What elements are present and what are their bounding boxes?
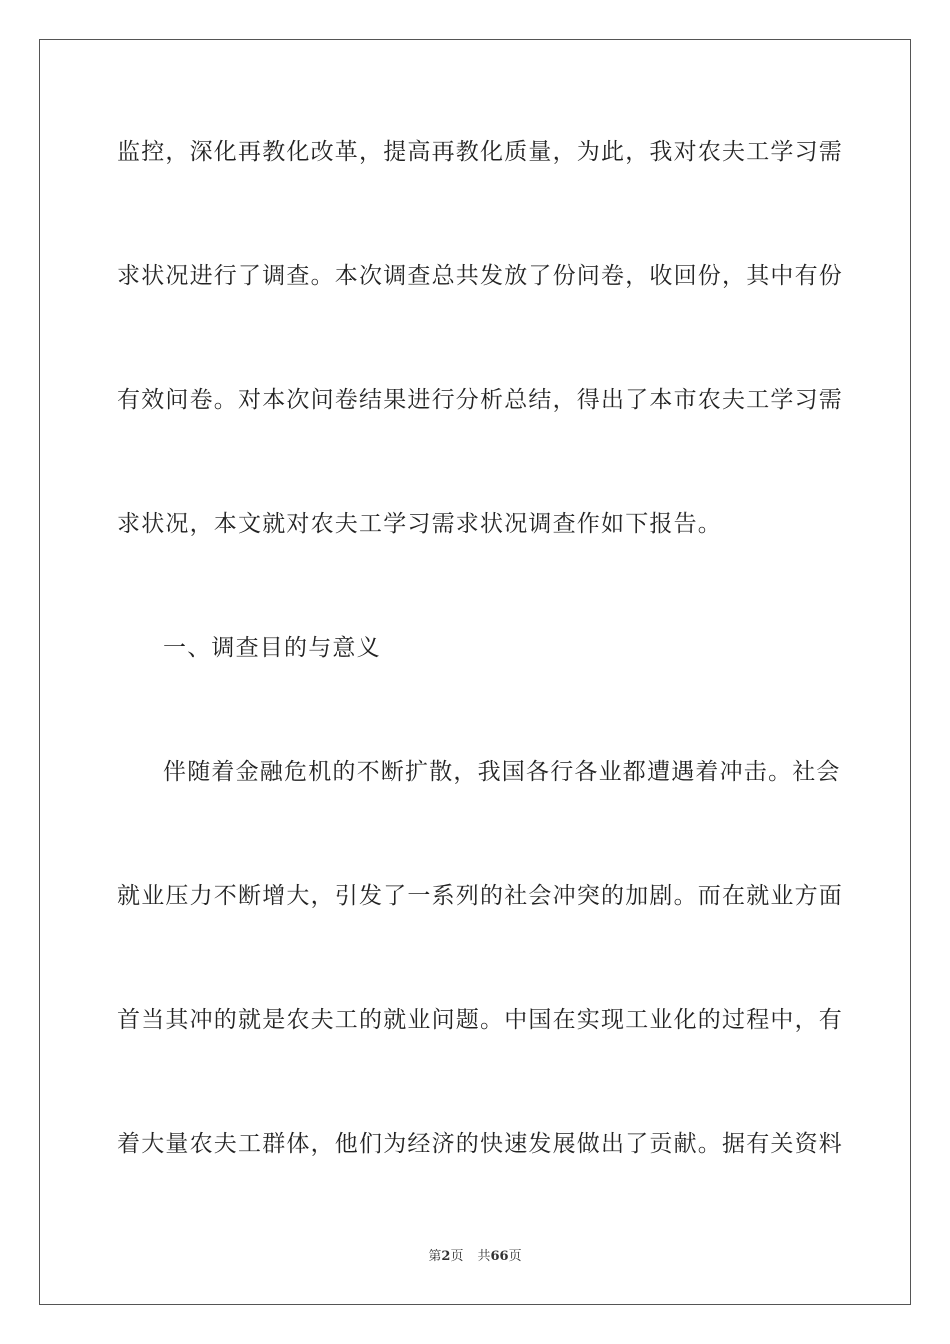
footer-page-prefix: 第	[428, 1249, 442, 1264]
footer-total-suffix: 页	[508, 1249, 522, 1264]
body-line-9: 着大量农夫工群体，他们为经济的快速发展做出了贡献。据有关资料	[117, 1131, 843, 1157]
body-line-3: 有效问卷。对本次问卷结果进行分析总结，得出了本市农夫工学习需	[117, 387, 843, 413]
body-line-1: 监控，深化再教化改革，提高再教化质量，为此，我对农夫工学习需	[117, 139, 843, 165]
body-line-4: 求状况，本文就对农夫工学习需求状况调查作如下报告。	[117, 511, 722, 537]
footer-total-prefix: 共	[477, 1249, 491, 1264]
body-line-2: 求状况进行了调查。本次调查总共发放了份问卷，收回份，其中有份	[117, 263, 843, 289]
body-line-8: 首当其冲的就是农夫工的就业问题。中国在实现工业化的过程中，有	[117, 1007, 843, 1033]
footer-page-suffix: 页	[450, 1249, 464, 1264]
footer-total-pages: 66	[490, 1249, 509, 1264]
body-line-6: 伴随着金融危机的不断扩散，我国各行各业都遭遇着冲击。社会	[163, 759, 841, 785]
page-footer	[0, 1248, 950, 1266]
footer-page-number: 2	[441, 1249, 451, 1264]
page-border	[39, 39, 911, 1305]
body-line-7: 就业压力不断增大，引发了一系列的社会冲突的加剧。而在就业方面	[117, 883, 843, 909]
section-heading: 一、调查目的与意义	[163, 635, 381, 661]
